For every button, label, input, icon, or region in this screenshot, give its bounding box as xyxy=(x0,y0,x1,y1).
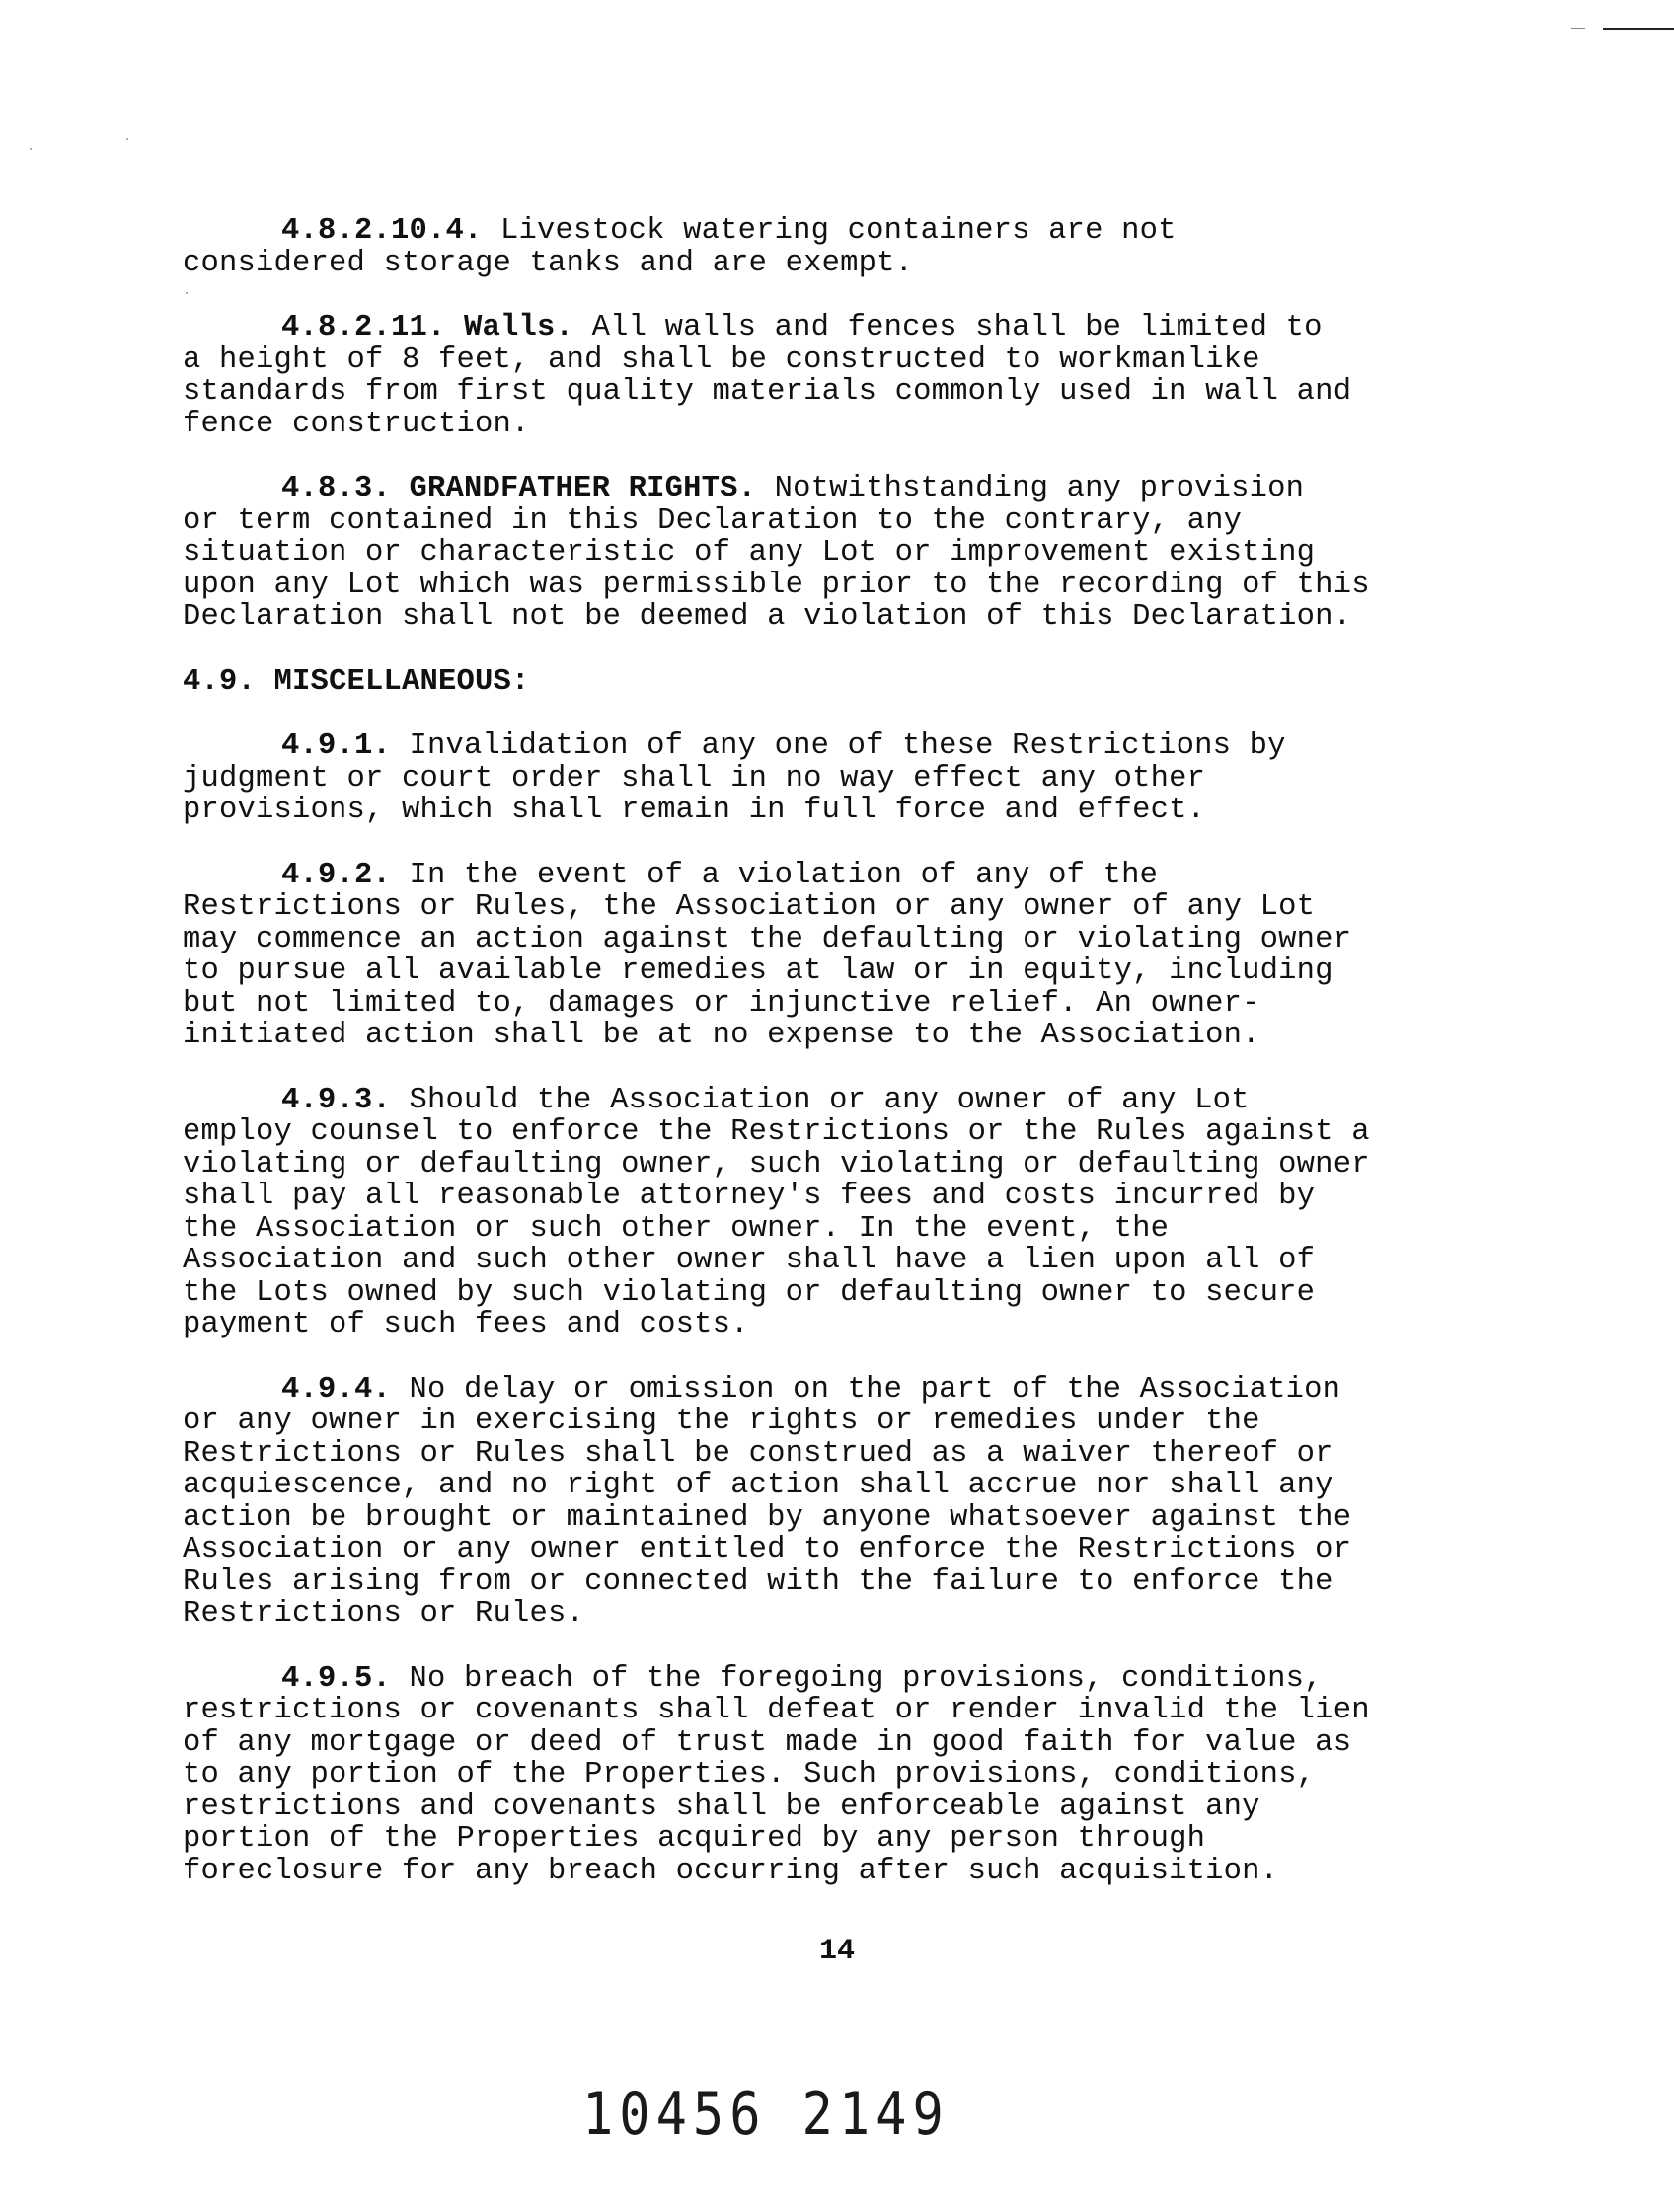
section-title: MISCELLANEOUS: xyxy=(256,664,530,699)
paragraph-4-9-1 xyxy=(183,730,1466,827)
paragraph-text: No delay or omission on the part of the Association or any owner in exercising the rights or remedies under the Restrictions or Rules shall be construed as a waiver thereof or acquiescence, and no right of action shall accrue nor shall any action be brought or maintained by anyone whatsoever against the Association or any owner entitled to enforce the Restrictions or Rules arising from or connected with the failure to enforce the Restrictions or Rules. xyxy=(183,1372,1352,1631)
paragraph-heading: Walls. xyxy=(445,311,574,344)
paragraph-text: Invalidation of any one of these Restrictions by judgment or court order shall in no way effect any other provisions, which shall remain in full force and effect. xyxy=(183,729,1286,827)
paragraph-text: Notwithstanding any provision or term contained in this Declaration to the contrary, any situation or characteristic of any Lot or improvement existing upon any Lot which was permissible prior to the recording of this Declaration shall not be deemed a violation of this Declaration. xyxy=(183,472,1370,634)
document-body xyxy=(183,215,1466,1920)
paragraph-4-9-3 xyxy=(183,1085,1466,1341)
scan-artifact xyxy=(1603,28,1674,30)
paragraph-number: 4.8.2.10.4. xyxy=(281,214,483,248)
page-number: 14 xyxy=(818,1935,855,1968)
paragraph-number: 4.8.3. xyxy=(281,472,392,505)
paragraph-text: Livestock watering containers are not considered storage tanks and are exempt. xyxy=(183,214,1177,280)
paragraph-number: 4.9.4. xyxy=(281,1372,392,1407)
section-number: 4.9. xyxy=(183,664,257,699)
paragraph-4-9-5 xyxy=(183,1663,1466,1888)
paragraph-text: All walls and fences shall be limited to a height of 8 feet, and shall be constructed to workmanlike standards from first quality materials commonly used in wall and fence construction. xyxy=(183,311,1352,441)
scan-speck xyxy=(126,138,128,140)
scan-artifact xyxy=(1571,28,1585,29)
paragraph-number: 4.8.2.11. xyxy=(281,311,446,344)
paragraph-4-9-4 xyxy=(183,1374,1466,1631)
paragraph-4-8-2-11 xyxy=(183,312,1466,440)
paragraph-4-8-2-10-4 xyxy=(183,215,1466,279)
scan-speck xyxy=(30,148,32,150)
paragraph-number: 4.9.2. xyxy=(281,858,392,892)
paragraph-text: Should the Association or any owner of any Lot employ counsel to enforce the Restrictions or the Rules against a violating or defaulting owner, such violating or defaulting owner shall pay all reasonable attorney's fees and costs incurred by the Association or such other owner. In the event, the Association and such other owner shall have a lien upon all of the Lots owned by such violating or defaulting owner to secure payment of such fees and costs. xyxy=(183,1083,1370,1341)
paragraph-number: 4.9.1. xyxy=(281,729,392,763)
paragraph-heading: GRANDFATHER RIGHTS. xyxy=(391,472,757,505)
paragraph-text: No breach of the foregoing provisions, conditions, restrictions or covenants shall defeat or render invalid the lien of any mortgage or deed of trust made in good faith for value as to any portion of the Properties. Such provisions, conditions, restrictions and covenants shall be enforceable against any portion of the Properties acquired by any person through foreclosure for any breach occurring after such acquisition. xyxy=(183,1661,1370,1888)
paragraph-4-8-3 xyxy=(183,473,1466,634)
paragraph-4-9-2 xyxy=(183,860,1466,1052)
recording-stamp xyxy=(582,2081,950,2149)
section-heading-4-9 xyxy=(183,666,1466,699)
paragraph-number: 4.9.5. xyxy=(281,1661,392,1696)
recording-page-number: 2149 xyxy=(801,2081,950,2149)
paragraph-number: 4.9.3. xyxy=(281,1083,392,1117)
paragraph-text: In the event of a violation of any of the Restrictions or Rules, the Association or any owner of any Lot may commence an action against the defaulting or violating owner to pursue all available remedies at law or in equity, including but not limited to, damages or injunctive relief. An owner- initiated action shall be at no expense to the Association. xyxy=(183,858,1352,1052)
recording-book-number: 10456 xyxy=(582,2081,767,2149)
